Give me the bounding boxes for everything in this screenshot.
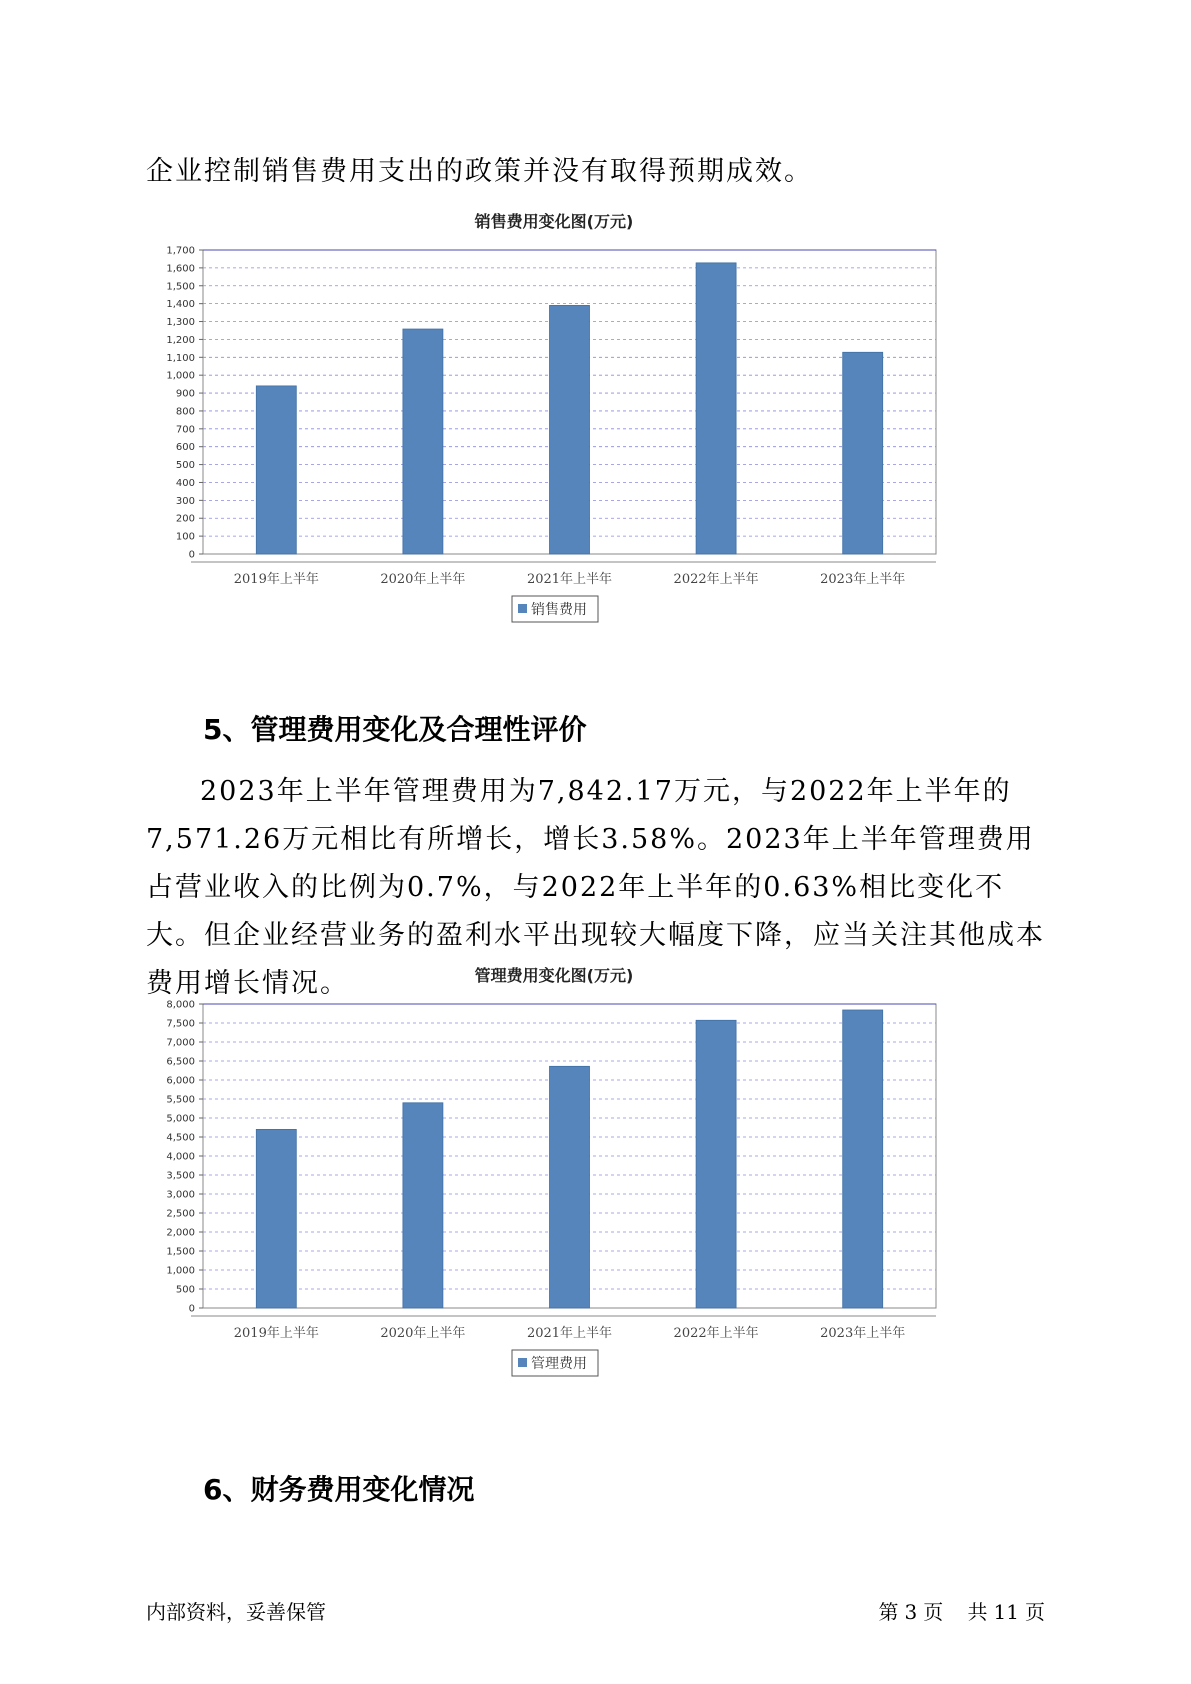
bar [256,386,296,554]
sales-expense-chart-svg [130,212,1030,632]
x-tick-label: 2023年上半年 [820,1326,906,1341]
y-tick-label: 700 [175,424,195,436]
y-tick-label: 6,000 [166,1075,195,1087]
legend-label: 销售费用 [531,602,587,618]
y-tick-label: 5,500 [166,1094,195,1106]
admin-expense-chart [130,966,1030,1386]
y-tick-label: 6,500 [166,1056,195,1068]
x-tick-label: 2021年上半年 [526,572,613,587]
page-number: 3 [904,1600,918,1624]
y-tick-label: 4,000 [166,1151,195,1163]
legend [512,1350,598,1376]
legend-swatch [518,604,527,613]
admin-expense-chart-svg [130,966,1030,1386]
y-tick-label: 300 [175,495,195,507]
footer-confidential-note: 内部资料，妥善保管 [146,1600,326,1624]
total-pages: 11 [993,1600,1019,1624]
y-tick-label: 7,000 [166,1037,195,1049]
footer-page-indicator [872,1596,1045,1625]
section-6-heading: 6、财务费用变化情况 [203,1473,475,1506]
y-tick-label: 0 [188,1303,195,1315]
bar [403,1103,443,1308]
legend-swatch [518,1358,527,1367]
y-tick-label: 1,000 [166,1265,195,1277]
y-tick-label: 1,300 [166,317,195,329]
y-tick-label: 7,500 [166,1018,195,1030]
bar [550,1066,590,1308]
y-tick-label: 1,200 [166,334,195,346]
sales-expense-chart [130,212,1030,632]
bar [403,329,443,554]
y-tick-label: 900 [175,388,195,400]
y-tick-label: 100 [175,531,195,543]
y-tick-label: 600 [175,442,195,454]
y-tick-label: 1,100 [166,352,195,364]
legend [512,596,598,622]
bar [256,1129,296,1308]
bar [843,352,883,554]
y-tick-label: 3,000 [166,1189,195,1201]
total-label-suffix: 页 [1025,1600,1045,1624]
bar [550,305,590,554]
x-tick-label: 2020年上半年 [380,1326,466,1341]
y-tick-label: 500 [175,1284,195,1296]
y-tick-label: 5,000 [166,1113,195,1125]
y-tick-label: 1,700 [166,245,195,257]
intro-paragraph: 企业控制销售费用支出的政策并没有取得预期成效。 [146,156,813,187]
x-tick-label: 2022年上半年 [673,1326,759,1341]
bar [843,1010,883,1308]
y-tick-label: 1,500 [166,1246,195,1258]
y-tick-label: 4,500 [166,1132,195,1144]
y-tick-label: 1,600 [166,263,195,275]
x-tick-label: 2019年上半年 [233,572,319,587]
y-tick-label: 500 [175,460,195,472]
y-tick-label: 2,500 [166,1208,195,1220]
y-tick-label: 2,000 [166,1227,195,1239]
x-tick-label: 2023年上半年 [820,572,906,587]
y-tick-label: 8,000 [166,999,195,1011]
y-tick-label: 1,400 [166,299,195,311]
x-tick-label: 2020年上半年 [380,572,466,587]
bar [696,263,736,554]
y-tick-label: 800 [175,406,195,418]
y-tick-label: 400 [175,477,195,489]
x-tick-label: 2022年上半年 [673,572,759,587]
y-tick-label: 200 [175,513,195,525]
page-label-prefix: 第 [878,1600,899,1624]
bar [696,1020,736,1308]
y-tick-label: 0 [188,549,195,561]
section-5-paragraph: 2023年上半年管理费用为7,842.17万元，与2022年上半年的7,571.26万元相比有所增长，增长3.58%。2023年上半年管理费用占营业收入的比例为0.7%，与2022年上半年的0.63%相比变化不大。但企业经营业务的盈利水平出现较大幅度下降，应当关注其他成本费用增长情况。 [146,776,1045,999]
y-tick-label: 1,500 [166,281,195,293]
section-5-heading: 5、管理费用变化及合理性评价 [203,713,587,746]
x-tick-label: 2019年上半年 [233,1326,319,1341]
y-tick-label: 1,000 [166,370,195,382]
page-label-mid: 页 [923,1600,944,1624]
total-label-prefix: 共 [967,1600,988,1624]
chart-title: 管理费用变化图(万元) [474,966,634,985]
chart-title: 销售费用变化图(万元) [474,212,634,231]
x-tick-label: 2021年上半年 [526,1326,613,1341]
y-tick-label: 3,500 [166,1170,195,1182]
legend-label: 管理费用 [531,1356,587,1372]
